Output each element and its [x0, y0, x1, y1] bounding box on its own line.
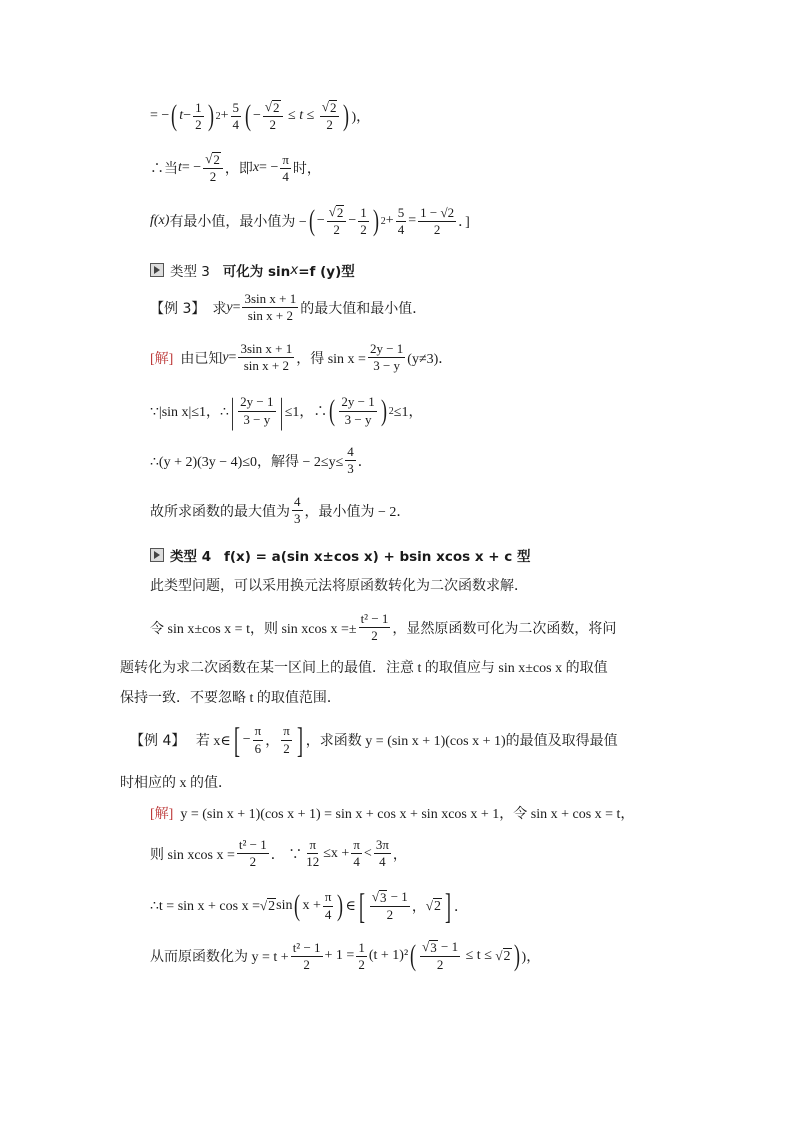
math-text: ，求函数 y = (sin x + 1)(cos x + 1)的最值及取得最值 [305, 734, 618, 749]
math-text: =f (y)型 [298, 264, 355, 280]
math-text: sin x + 2 [247, 308, 293, 324]
math-text: [解] [150, 351, 174, 367]
math-text: = [228, 349, 237, 365]
math-text: 有最小值，最小值为 − [169, 215, 307, 231]
math-text: = − [259, 160, 279, 176]
math-text: + [385, 213, 394, 229]
math-text: = [232, 299, 241, 315]
math-text: − 1 [437, 939, 459, 954]
math-text: )， [351, 110, 371, 126]
math-text: 题转化为求二次函数在某一区间上的最值．注意 t 的取值应与 sin x±cos x 的取值 [120, 661, 608, 676]
math-text: 时， [292, 162, 321, 178]
math-text: 4 [324, 906, 332, 922]
math-text: ． [453, 900, 468, 915]
math-text: 2 [336, 205, 344, 220]
math-text: 2 [273, 100, 280, 115]
math-text: t² − 1 [291, 941, 323, 957]
math-text: ≤1， [393, 405, 423, 420]
math-text: 2 [358, 956, 365, 972]
math-text: 5 [231, 101, 242, 117]
math-text: 3π [374, 838, 391, 854]
math-text: ∴当 [150, 162, 178, 178]
math-text: = − [181, 160, 202, 176]
math-text: 2 [433, 221, 441, 237]
solution-3-line-1 [150, 342, 452, 374]
solution-4-line-2 [150, 838, 407, 870]
math-text: 令 sin x±cos x = t，则 sin xcos x =± [150, 621, 357, 637]
fraction [193, 101, 204, 133]
math-text: 2 [268, 898, 276, 914]
math-text: 1 [356, 941, 367, 957]
section-heading-type3 [150, 260, 355, 280]
math-text: 的最大值和最小值． [300, 301, 427, 317]
math-text: 若 x∈ [195, 734, 231, 749]
math-text: − [316, 213, 325, 229]
math-text: 2 [371, 628, 378, 644]
math-text: π [323, 890, 334, 906]
math-text: 2 [303, 956, 310, 972]
math-text: sin x + 2 [243, 358, 289, 374]
math-text: 2 [503, 948, 511, 964]
math-text: π [253, 724, 264, 740]
paragraph-2 [150, 612, 616, 644]
math-text: 1 [358, 206, 369, 222]
math-text: 1 − √2 [418, 206, 456, 222]
math-text: ，即 [224, 162, 253, 178]
math-text: 2 [333, 222, 340, 238]
solution-4-line-1 [150, 803, 634, 823]
math-text: 4 [345, 445, 356, 461]
math-text: ，最小值为 − 2． [304, 504, 411, 520]
math-text: π [281, 724, 292, 740]
math-text: ≤ [306, 108, 315, 124]
math-text: 2 [215, 110, 221, 122]
math-text: 求 [212, 301, 227, 317]
example-4: 【例 4】 若 x∈ [ − $\frac{\pi}{6}$ ， $\frac{\pi}{2}$ ] ，求函数 y = (sin x + 1)(cos x + 1)的最值及取得最值 [130, 720, 618, 760]
math-text: 类型 3 [170, 264, 210, 280]
math-text: 【例 4】 [130, 733, 186, 749]
math-text: ， [392, 847, 407, 863]
math-text: 4 [353, 854, 360, 870]
math-text: − [253, 108, 261, 124]
math-text: 2 [249, 854, 257, 870]
math-text: 2 [213, 152, 220, 167]
math-text: ， [265, 734, 280, 749]
math-text: t [178, 160, 182, 176]
math-text: y [222, 349, 229, 365]
math-text: π [280, 153, 291, 169]
math-text: 3 − y [373, 358, 401, 374]
math-text: )， [521, 950, 541, 966]
math-text: x [252, 160, 260, 176]
math-text: 2 [360, 221, 367, 237]
math-text: 12 [306, 854, 320, 870]
math-text: 此类型问题，可以采用换元法将原函数转化为二次函数求解． [150, 579, 528, 594]
math-text: − [183, 108, 192, 124]
math-text: 2 [269, 117, 276, 133]
math-text: 4 [292, 495, 303, 511]
math-text: ，得 sin x = [296, 351, 366, 367]
math-text: 3 [347, 461, 354, 477]
play-marker-icon [150, 263, 164, 277]
math-text: 4 [397, 221, 405, 237]
math-text: 2 [283, 740, 290, 756]
math-text: 2 [326, 117, 333, 133]
solution-3-line-2: ∵|sin x|≤1，∴ | $\frac{2y - 1}{3 - y}$ | ≤1，∴ ( $\frac{2y - 1}{3 - y}$ ) 2 ≤1， [150, 391, 423, 431]
solution-4-line-3: ∴t = sin x + cos x = √ 2 sin ( x + $\frac{\pi}{4}$ ) ∈ [ √ 3 − 1 2 ， √ 2 ] ． [150, 886, 468, 926]
math-text: ≤1，∴ [284, 405, 328, 420]
math-text: 6 [254, 740, 262, 756]
math-text: ≤ [288, 108, 296, 124]
solution-4-line-4: 从而原函数化为 y = t + $\frac{\text{t² − 1}}{2}$ + 1 = $\frac{1}{2}$ (t + 1)² ( √ 3 − 1 2 ≤ t ≤ √ 2 ) )， [150, 939, 541, 973]
math-text: 4 [282, 168, 289, 184]
math-text: 3 − y [344, 411, 372, 427]
math-text: 2 [380, 215, 386, 227]
math-text: 2 [386, 907, 394, 922]
math-text: 由已知 [180, 351, 223, 367]
math-text: 【例 3】 [150, 300, 206, 317]
math-text: ≤x + [323, 845, 350, 861]
paragraph-3 [120, 657, 608, 677]
math-text: 3 [379, 889, 387, 905]
paragraph-4 [120, 687, 341, 707]
math-text: 2y − 1 [339, 395, 376, 411]
example-4-cont [120, 772, 232, 792]
math-text: ≤ t ≤ [465, 948, 492, 964]
math-text: 2 [388, 405, 394, 417]
solution-3-line-4 [150, 495, 410, 527]
eq-line-1: = − ( t − $\frac{1}{2}$ ) 2 + $\frac{5}{4}$ ( − √ 2 2 ≤ t ≤ √ 2 2 ) )， [150, 99, 371, 133]
math-text: f(x) = a(sin x±cos x) + bsin xcos x + c 型 [223, 549, 531, 565]
math-text: 故所求函数的最大值为 [150, 504, 290, 520]
math-text: t [179, 108, 184, 124]
math-text: 从而原函数化为 y = t + [150, 950, 289, 966]
example-3 [150, 292, 426, 324]
math-text: [解] [150, 807, 174, 822]
math-text: f(x) [150, 213, 170, 229]
math-text: 2 [329, 100, 337, 115]
math-text: 4 [379, 854, 386, 870]
math-text: x [290, 262, 299, 278]
math-text: (y≠3)． [407, 351, 453, 367]
math-text: ．] [458, 215, 470, 231]
math-text: 3 − y [243, 411, 271, 427]
math-text: + 1 = [324, 948, 355, 964]
math-text: ∈ [345, 898, 356, 914]
math-text: − [348, 213, 357, 229]
math-text: 5 [396, 206, 407, 222]
math-text: 2 [433, 898, 441, 914]
math-text: 保持一致．不要忽略 t 的取值范围． [120, 691, 341, 706]
eq-line-2: ∴当 t = − √ 2 2 ，即 x = − $\frac{\pi}{4}$ 时， [150, 151, 321, 185]
math-text: 3 [430, 940, 437, 955]
math-text: ， [411, 900, 426, 915]
math-text: = [408, 213, 417, 229]
math-text: 3 [294, 511, 301, 527]
math-text: 3sin x + 1 [238, 342, 294, 358]
math-text: 4 [232, 116, 239, 132]
math-text: 可化为 sin [222, 264, 291, 280]
math-text: ． ∵ [270, 847, 303, 863]
math-text: ∴(y + 2)(3y − 4)≤0，解得 − 2≤y≤ [150, 454, 344, 470]
math-text: t [299, 108, 304, 124]
math-text: ∵|sin x|≤1，∴ [150, 405, 229, 420]
math-text: ，显然原函数可化为二次函数，将问 [392, 621, 617, 637]
solution-3-line-3 [150, 445, 372, 477]
math-text: 类型 4 [170, 549, 212, 565]
math-text: ． [357, 454, 372, 470]
math-text: 2y − 1 [238, 395, 275, 411]
math-text: 2 [195, 116, 202, 132]
math-text: (t + 1)² [368, 948, 409, 964]
math-text: 3sin x + 1 [242, 292, 298, 308]
math-text: t² − 1 [359, 612, 391, 628]
math-text: = − [150, 108, 170, 124]
math-text: ∴t = sin x + cos x = [150, 898, 260, 914]
math-text: 时相应的 x 的值． [120, 776, 232, 791]
math-text: y = (sin x + 1)(cos x + 1) = sin x + cos x + sin xcos x + 1，令 sin x + cos x = t， [180, 807, 635, 822]
math-text: 2 [436, 957, 444, 973]
math-text: 则 sin xcos x = [150, 847, 235, 863]
math-text: t² − 1 [237, 838, 269, 854]
section-heading-type4 [150, 545, 530, 565]
math-text: y [226, 299, 233, 315]
math-text: < [363, 845, 372, 861]
paragraph-1 [150, 575, 528, 595]
math-text: − [242, 732, 251, 747]
eq-line-3: f(x) 有最小值，最小值为 − ( − √ 2 2 − $\frac{1}{2}$ ) 2 + $\frac{5}{4}$ = $\frac{1 - √2}{2}$ ．] [150, 204, 470, 238]
math-text: x + [302, 898, 321, 913]
math-text: + [220, 108, 229, 124]
math-text: 1 [193, 101, 204, 117]
math-text: − 1 [387, 888, 408, 904]
play-marker-icon [150, 548, 164, 562]
math-text: sin [276, 898, 293, 913]
math-text: π [307, 838, 318, 854]
math-text: 2 [209, 169, 217, 185]
math-text: 2y − 1 [368, 342, 405, 358]
math-text: π [351, 838, 362, 854]
